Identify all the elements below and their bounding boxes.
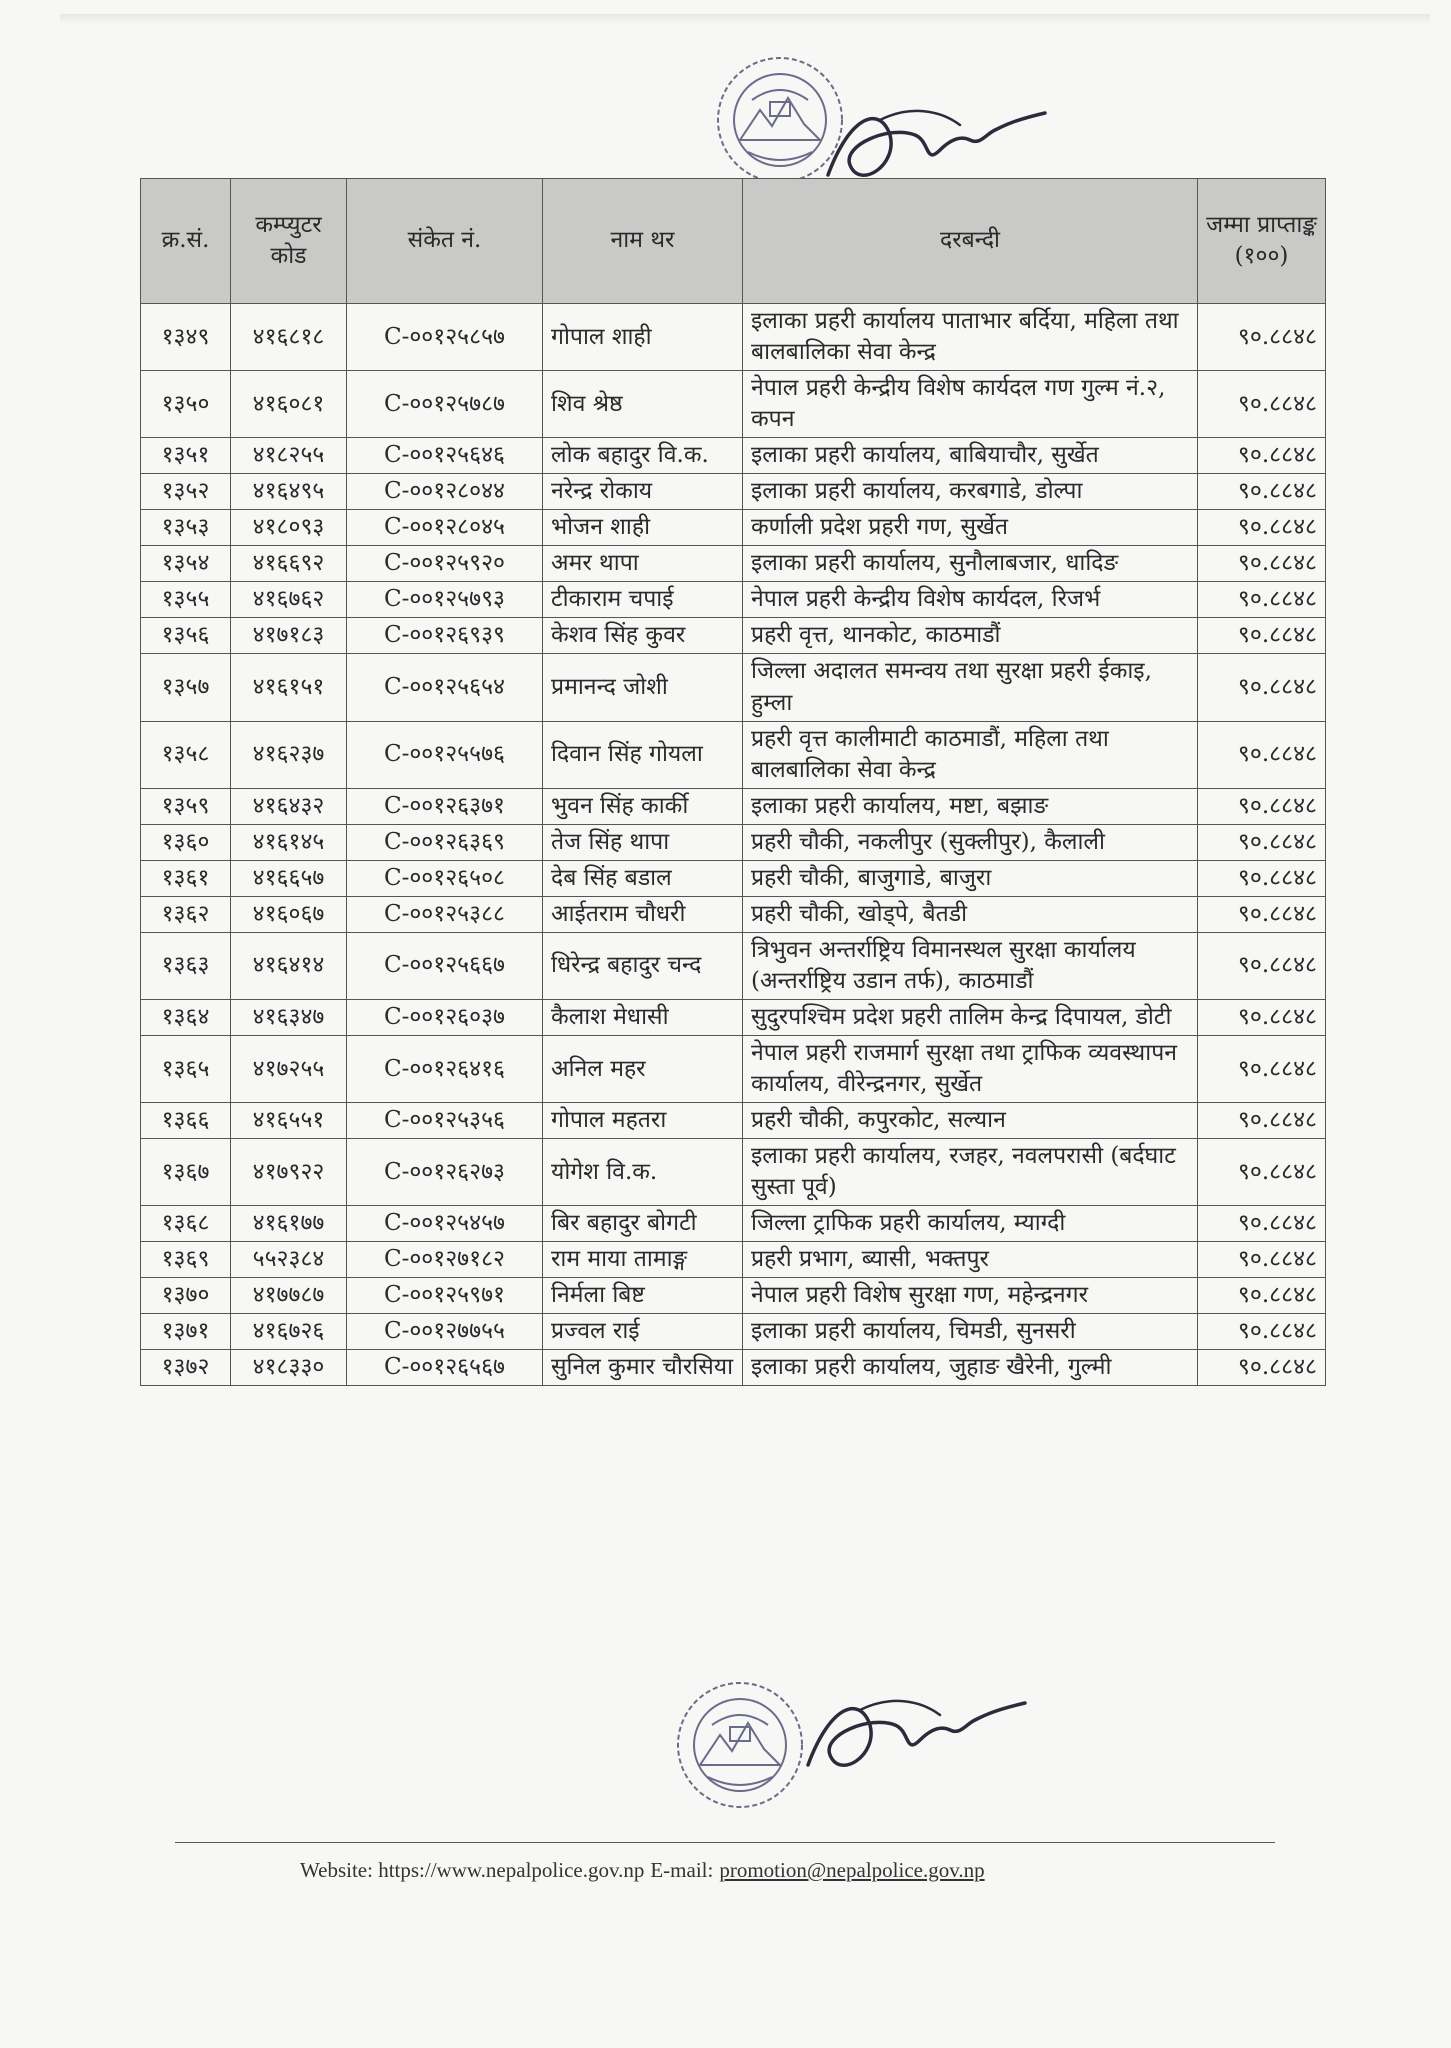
table-row [141,788,1326,824]
cell-posting: इलाका प्रहरी कार्यालय, मष्टा, बझाङ [743,788,1198,824]
cell-posting: इलाका प्रहरी कार्यालय पाताभार बर्दिया, महिला तथा बालबालिका सेवा केन्द्र [743,304,1198,371]
cell-posting: नेपाल प्रहरी केन्द्रीय विशेष कार्यदल गण गुल्म नं.२, कपन [743,371,1198,438]
cell-total-marks: ९०.८८४८ [1198,438,1326,474]
cell-serial-number: १३५८ [141,721,231,788]
cell-serial-number: १३६० [141,824,231,860]
cell-symbol-number: C-००१२५७९३ [347,582,543,618]
cell-name: राम माया तामाङ्ग [543,1242,743,1278]
cell-computer-code: ४१८३३० [231,1350,347,1386]
table-row [141,1035,1326,1102]
cell-total-marks: ९०.८८४८ [1198,546,1326,582]
cell-serial-number: १३४९ [141,304,231,371]
cell-computer-code: ४१६१४५ [231,824,347,860]
cell-serial-number: १३५४ [141,546,231,582]
cell-posting: प्रहरी चौकी, कपुरकोट, सल्यान [743,1103,1198,1139]
footer-email-link[interactable]: promotion@nepalpolice.gov.np [719,1858,985,1882]
table-row [141,438,1326,474]
cell-symbol-number: C-००१२६४१६ [347,1035,543,1102]
table-row [141,896,1326,932]
cell-total-marks: ९०.८८४८ [1198,1103,1326,1139]
cell-serial-number: १३६२ [141,896,231,932]
promotion-results-table [140,178,1326,1386]
table-row [141,721,1326,788]
cell-name: टीकाराम चपाई [543,582,743,618]
footer-email-label: E-mail: [650,1858,714,1882]
cell-serial-number: १३६१ [141,860,231,896]
cell-computer-code: ४१६०६७ [231,896,347,932]
table-row [141,1206,1326,1242]
cell-total-marks: ९०.८८४८ [1198,1139,1326,1206]
footer-website[interactable]: Website: https://www.nepalpolice.gov.np [300,1858,645,1882]
cell-computer-code: ४१६४१४ [231,932,347,999]
cell-serial-number: १३७२ [141,1350,231,1386]
cell-symbol-number: C-००१२५९२० [347,546,543,582]
cell-name: प्रमानन्द जोशी [543,654,743,721]
cell-total-marks: ९०.८८४८ [1198,860,1326,896]
cell-serial-number: १३५२ [141,474,231,510]
table-row [141,860,1326,896]
cell-posting: इलाका प्रहरी कार्यालय, करबगाडे, डोल्पा [743,474,1198,510]
cell-symbol-number: C-००१२५५७६ [347,721,543,788]
cell-name: भुवन सिंह कार्की [543,788,743,824]
cell-total-marks: ९०.८८४८ [1198,371,1326,438]
cell-name: निर्मला बिष्ट [543,1278,743,1314]
cell-computer-code: ४१६५५१ [231,1103,347,1139]
table-row [141,582,1326,618]
header-symbol-number: संकेत नं. [347,179,543,304]
cell-serial-number: १३५७ [141,654,231,721]
cell-symbol-number: C-००१२५६४६ [347,438,543,474]
cell-computer-code: ४१७१८३ [231,618,347,654]
cell-symbol-number: C-००१२५९७१ [347,1278,543,1314]
cell-symbol-number: C-००१२८०४५ [347,510,543,546]
cell-computer-code: ४१६४९५ [231,474,347,510]
cell-serial-number: १३६६ [141,1103,231,1139]
cell-total-marks: ९०.८८४८ [1198,510,1326,546]
cell-posting: त्रिभुवन अन्तर्राष्ट्रिय विमानस्थल सुरक्षा कार्यालय (अन्तर्राष्ट्रिय उडान तर्फ), काठमाडौं [743,932,1198,999]
cell-total-marks: ९०.८८४८ [1198,582,1326,618]
cell-total-marks: ९०.८८४८ [1198,1350,1326,1386]
cell-symbol-number: C-००१२६३७१ [347,788,543,824]
cell-posting: जिल्ला अदालत समन्वय तथा सुरक्षा प्रहरी ईकाइ, हुम्ला [743,654,1198,721]
table-row [141,510,1326,546]
table-row [141,1139,1326,1206]
cell-name: भोजन शाही [543,510,743,546]
table-header-row [141,179,1326,304]
cell-name: कैलाश मेधासी [543,999,743,1035]
cell-total-marks: ९०.८८४८ [1198,721,1326,788]
cell-name: धिरेन्द्र बहादुर चन्द [543,932,743,999]
cell-symbol-number: C-००१२५६६७ [347,932,543,999]
header-posting: दरबन्दी [743,179,1198,304]
cell-posting: इलाका प्रहरी कार्यालय, चिमडी, सुनसरी [743,1314,1198,1350]
footer [300,1858,1200,1883]
cell-serial-number: १३६८ [141,1206,231,1242]
cell-computer-code: ४१६६९२ [231,546,347,582]
table-row [141,304,1326,371]
scan-shadow [60,14,1430,24]
cell-name: गोपाल महतरा [543,1103,743,1139]
cell-computer-code: ५५२३८४ [231,1242,347,1278]
cell-posting: इलाका प्रहरी कार्यालय, बाबियाचौर, सुर्खेत [743,438,1198,474]
cell-symbol-number: C-००१२६२७३ [347,1139,543,1206]
table-body [141,304,1326,1386]
cell-posting: प्रहरी वृत्त कालीमाटी काठमाडौं, महिला तथा बालबालिका सेवा केन्द्र [743,721,1198,788]
cell-name: बिर बहादुर बोगटी [543,1206,743,1242]
cell-computer-code: ४१६१७७ [231,1206,347,1242]
header-computer-code: कम्प्युटर कोड [231,179,347,304]
cell-name: अमर थापा [543,546,743,582]
cell-total-marks: ९०.८८४८ [1198,824,1326,860]
cell-serial-number: १३५१ [141,438,231,474]
cell-computer-code: ४१६८१८ [231,304,347,371]
cell-symbol-number: C-००१२५३५६ [347,1103,543,1139]
cell-posting: प्रहरी चौकी, खोड्पे, बैतडी [743,896,1198,932]
cell-computer-code: ४१८०९३ [231,510,347,546]
cell-posting: सुदुरपश्चिम प्रदेश प्रहरी तालिम केन्द्र दिपायल, डोटी [743,999,1198,1035]
cell-name: गोपाल शाही [543,304,743,371]
cell-name: अनिल महर [543,1035,743,1102]
cell-serial-number: १३७१ [141,1314,231,1350]
cell-total-marks: ९०.८८४८ [1198,1278,1326,1314]
cell-name: योगेश वि.क. [543,1139,743,1206]
cell-computer-code: ४१७७८७ [231,1278,347,1314]
cell-serial-number: १३५० [141,371,231,438]
cell-computer-code: ४१६१५१ [231,654,347,721]
cell-symbol-number: C-००१२७१८२ [347,1242,543,1278]
cell-symbol-number: C-००१२६०३७ [347,999,543,1035]
cell-symbol-number: C-००१२६५६७ [347,1350,543,1386]
cell-total-marks: ९०.८८४८ [1198,474,1326,510]
cell-posting: प्रहरी प्रभाग, ब्यासी, भक्तपुर [743,1242,1198,1278]
cell-symbol-number: C-००१२६९३९ [347,618,543,654]
cell-symbol-number: C-००१२७७५५ [347,1314,543,1350]
header-name: नाम थर [543,179,743,304]
cell-posting: कर्णाली प्रदेश प्रहरी गण, सुर्खेत [743,510,1198,546]
table-row [141,474,1326,510]
signature-icon [800,1685,1030,1795]
cell-serial-number: १३६३ [141,932,231,999]
cell-name: शिव श्रेष्ठ [543,371,743,438]
cell-serial-number: १३५९ [141,788,231,824]
cell-computer-code: ४१७२५५ [231,1035,347,1102]
cell-posting: इलाका प्रहरी कार्यालय, जुहाङ खैरेनी, गुल्मी [743,1350,1198,1386]
cell-total-marks: ९०.८८४८ [1198,1206,1326,1242]
cell-name: तेज सिंह थापा [543,824,743,860]
table-row [141,1278,1326,1314]
cell-symbol-number: C-००१२५६५४ [347,654,543,721]
footer-divider [175,1842,1275,1843]
cell-serial-number: १३६४ [141,999,231,1035]
cell-posting: जिल्ला ट्राफिक प्रहरी कार्यालय, म्याग्दी [743,1206,1198,1242]
cell-computer-code: ४१६७२६ [231,1314,347,1350]
table-row [141,1242,1326,1278]
cell-symbol-number: C-००१२६३६९ [347,824,543,860]
cell-posting: प्रहरी चौकी, नकलीपुर (सुक्लीपुर), कैलाली [743,824,1198,860]
cell-serial-number: १३७० [141,1278,231,1314]
cell-symbol-number: C-००१२८०४४ [347,474,543,510]
table-row [141,1350,1326,1386]
cell-symbol-number: C-००१२५३८८ [347,896,543,932]
cell-computer-code: ४१६६५७ [231,860,347,896]
table-row [141,654,1326,721]
cell-total-marks: ९०.८८४८ [1198,618,1326,654]
header-total-marks: जम्मा प्राप्ताङ्क (१००) [1198,179,1326,304]
cell-posting: प्रहरी चौकी, बाजुगाडे, बाजुरा [743,860,1198,896]
cell-total-marks: ९०.८८४८ [1198,1035,1326,1102]
cell-name: लोक बहादुर वि.क. [543,438,743,474]
cell-posting: इलाका प्रहरी कार्यालय, सुनौलाबजार, धादिङ [743,546,1198,582]
table-row [141,546,1326,582]
cell-name: आईतराम चौधरी [543,896,743,932]
table-row [141,1314,1326,1350]
cell-computer-code: ४१६७६२ [231,582,347,618]
cell-posting: नेपाल प्रहरी विशेष सुरक्षा गण, महेन्द्रनगर [743,1278,1198,1314]
header-serial-number: क्र.सं. [141,179,231,304]
cell-posting: इलाका प्रहरी कार्यालय, रजहर, नवलपरासी (बर्दघाट सुस्ता पूर्व) [743,1139,1198,1206]
cell-total-marks: ९०.८८४८ [1198,788,1326,824]
cell-total-marks: ९०.८८४८ [1198,932,1326,999]
cell-name: देब सिंह बडाल [543,860,743,896]
cell-total-marks: ९०.८८४८ [1198,1314,1326,1350]
table-row [141,371,1326,438]
cell-name: सुनिल कुमार चौरसिया [543,1350,743,1386]
cell-symbol-number: C-००१२५८५७ [347,304,543,371]
table-row [141,999,1326,1035]
cell-computer-code: ४१७९२२ [231,1139,347,1206]
table-row [141,1103,1326,1139]
cell-name: केशव सिंह कुवर [543,618,743,654]
cell-computer-code: ४१८२५५ [231,438,347,474]
cell-posting: प्रहरी वृत्त, थानकोट, काठमाडौं [743,618,1198,654]
cell-computer-code: ४१६४३२ [231,788,347,824]
cell-name: प्रज्वल राई [543,1314,743,1350]
cell-total-marks: ९०.८८४८ [1198,999,1326,1035]
table-row [141,824,1326,860]
cell-symbol-number: C-००१२५४५७ [347,1206,543,1242]
cell-computer-code: ४१६३४७ [231,999,347,1035]
cell-total-marks: ९०.८८४८ [1198,654,1326,721]
cell-serial-number: १३६७ [141,1139,231,1206]
cell-posting: नेपाल प्रहरी केन्द्रीय विशेष कार्यदल, रिजर्भ [743,582,1198,618]
official-seal-icon [660,1665,820,1825]
cell-symbol-number: C-००१२५७८७ [347,371,543,438]
cell-computer-code: ४१६२३७ [231,721,347,788]
cell-serial-number: १३५६ [141,618,231,654]
cell-computer-code: ४१६०८१ [231,371,347,438]
cell-total-marks: ९०.८८४८ [1198,1242,1326,1278]
cell-serial-number: १३६९ [141,1242,231,1278]
cell-symbol-number: C-००१२६५०८ [347,860,543,896]
cell-posting: नेपाल प्रहरी राजमार्ग सुरक्षा तथा ट्राफिक व्यवस्थापन कार्यालय, वीरेन्द्रनगर, सुर्खेत [743,1035,1198,1102]
cell-serial-number: १३५३ [141,510,231,546]
table-row [141,932,1326,999]
cell-total-marks: ९०.८८४८ [1198,896,1326,932]
cell-serial-number: १३५५ [141,582,231,618]
cell-name: नरेन्द्र रोकाय [543,474,743,510]
cell-total-marks: ९०.८८४८ [1198,304,1326,371]
cell-name: दिवान सिंह गोयला [543,721,743,788]
cell-serial-number: १३६५ [141,1035,231,1102]
table-row [141,618,1326,654]
